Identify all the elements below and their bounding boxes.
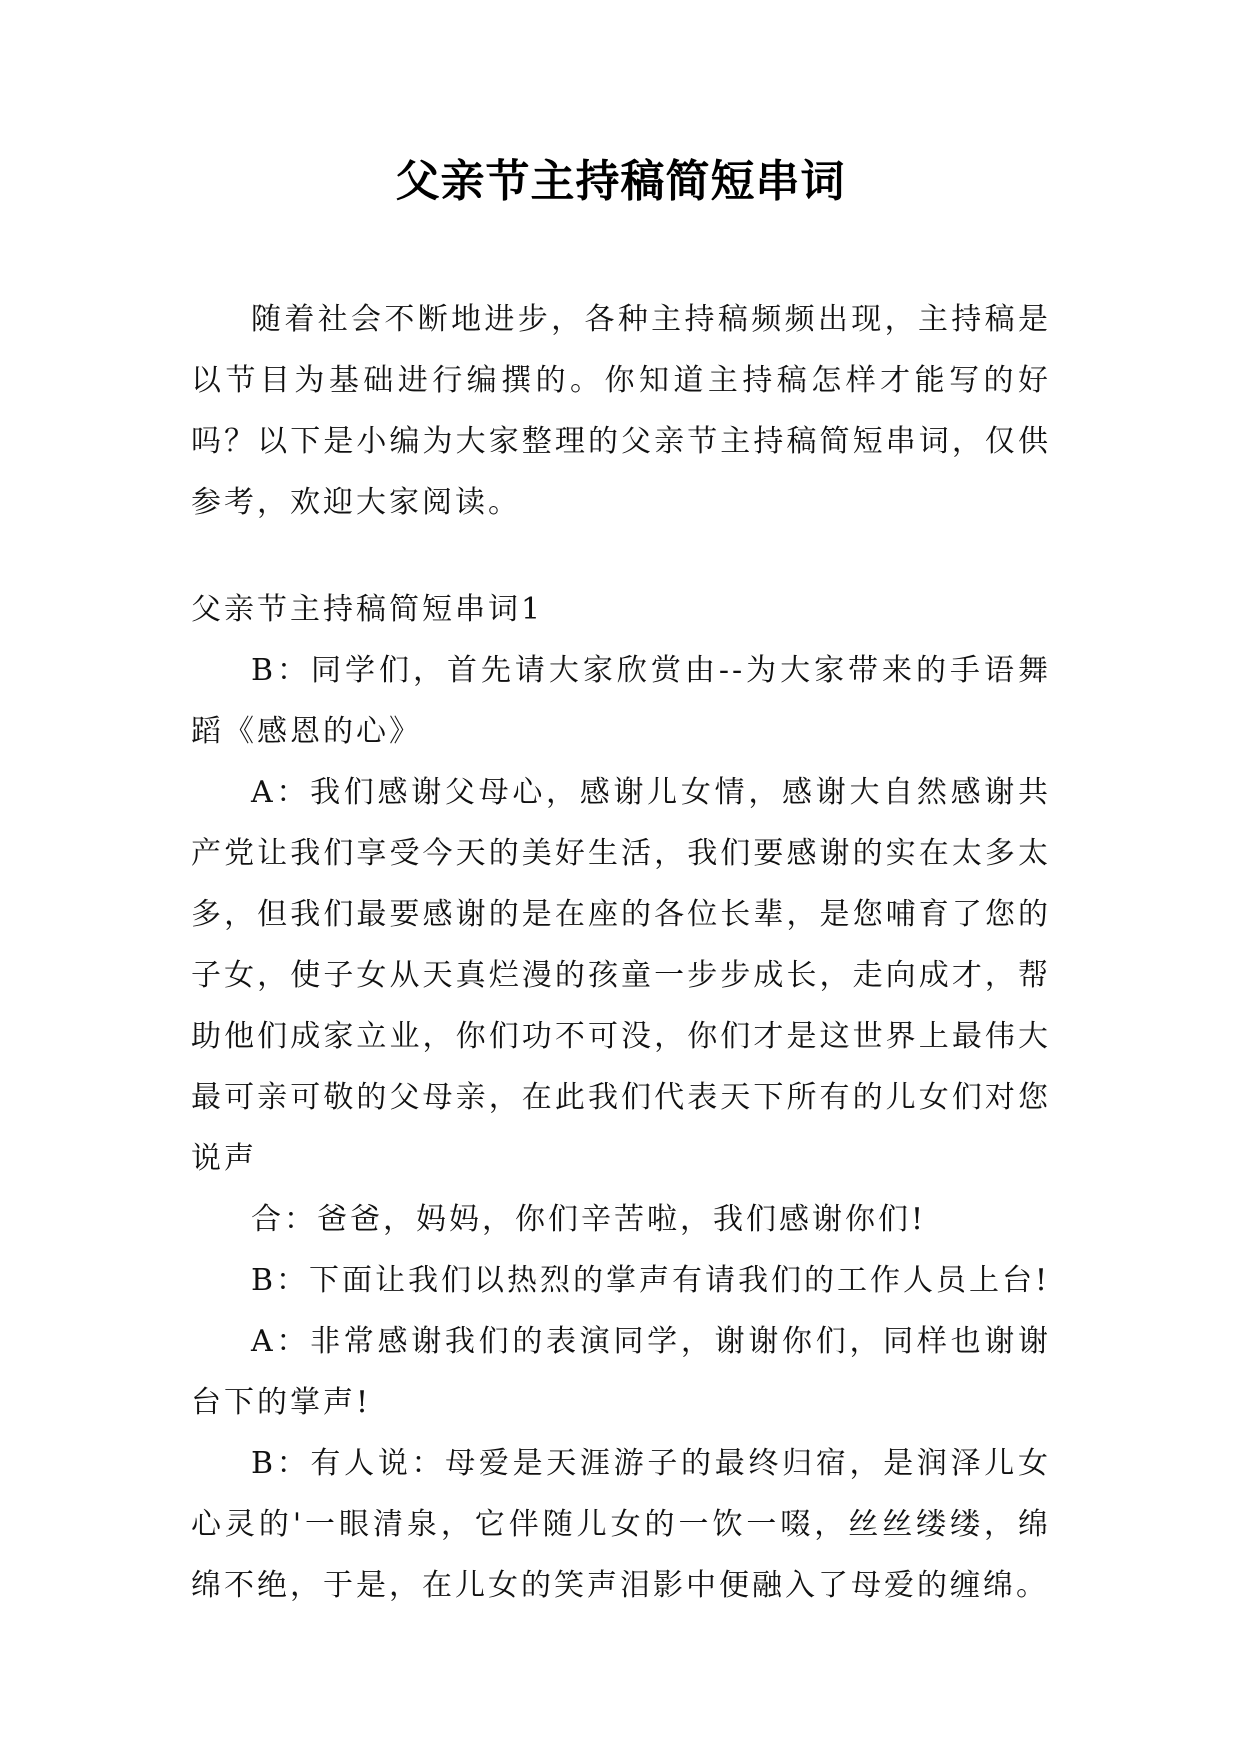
dialogue-paragraph: 合：爸爸，妈妈，你们辛苦啦，我们感谢你们! — [251, 1202, 927, 1237]
section-heading: 父亲节主持稿简短串词1 — [191, 592, 544, 627]
dialogue-paragraph: A：我们感谢父母心，感谢儿女情，感谢大自然感谢共产党让我们享受今天的美好生活，我们要感谢的实在太多太多，但我们最要感谢的是在座的各位长辈，是您哺育了您的子女，使子女从天真烂漫的孩童一步步成长，走向成才，帮助他们成家立业，你们功不可没，你们才是这世界上最伟大最可亲可敬的父母亲，在此我们代表天下所有的儿女们对您说声 — [191, 775, 1051, 1176]
dialogue-paragraph: B：同学们，首先请大家欣赏由--为大家带来的手语舞蹈《感恩的心》 — [191, 653, 1051, 749]
dialogue-paragraph: B：有人说：母爱是天涯游子的最终归宿，是润泽儿女心灵的'一眼清泉，它伴随儿女的一饮一啜，丝丝缕缕，绵绵不绝，于是，在儿女的笑声泪影中便融入了母爱的缠绵。 — [191, 1446, 1051, 1603]
document-title: 父亲节主持稿简短串词 — [395, 156, 846, 207]
article-block — [191, 579, 1051, 1616]
intro-paragraph: 随着社会不断地进步，各种主持稿频频出现，主持稿是以节目为基础进行编撰的。你知道主持稿怎样才能写的好吗？以下是小编为大家整理的父亲节主持稿简短串词，仅供参考，欢迎大家阅读。 — [191, 302, 1051, 520]
dialogue-paragraph: B：下面让我们以热烈的掌声有请我们的工作人员上台! — [251, 1263, 1051, 1298]
dialogue-paragraph: A：非常感谢我们的表演同学，谢谢你们，同样也谢谢台下的掌声! — [191, 1324, 1051, 1420]
intro-block — [191, 289, 1051, 533]
